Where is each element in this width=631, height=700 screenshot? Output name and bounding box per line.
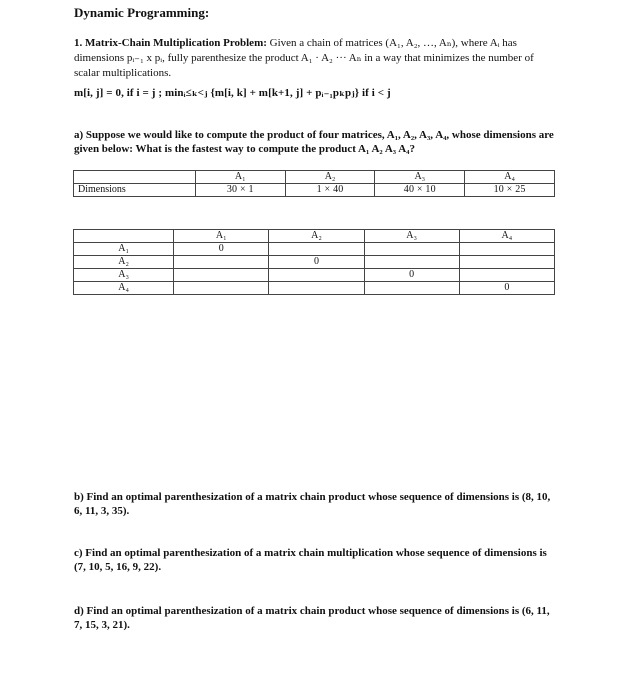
dims-corner-cell	[74, 171, 196, 184]
problem-statement	[74, 36, 560, 81]
dims-header-a4: A₄	[465, 171, 555, 184]
question-b: b) Find an optimal parenthesization of a matrix chain product whose sequence of dimensions is (8, 10, 6, 11, 3, 35).	[74, 491, 551, 517]
m-cell	[364, 282, 459, 295]
question-d: d) Find an optimal parenthesization of a matrix chain product whose sequence of dimensions is (6, 11, 7, 15, 3, 21).	[74, 605, 550, 631]
m-cell	[459, 269, 554, 282]
m-row-a2	[74, 256, 555, 269]
m-header-a3: A₃	[364, 230, 459, 243]
m-row-a4	[74, 282, 555, 295]
m-cell: 0	[269, 256, 364, 269]
m-cell	[174, 282, 269, 295]
m-cell: 0	[174, 243, 269, 256]
dims-header-row	[74, 171, 555, 184]
dims-value-a2: 1 × 40	[285, 184, 375, 197]
m-row-label: A₂	[74, 256, 174, 269]
m-row-label: A₁	[74, 243, 174, 256]
problem-lead: 1. Matrix-Chain Multiplication Problem:	[74, 37, 267, 49]
dims-value-a3: 40 × 10	[375, 184, 465, 197]
m-cell	[174, 269, 269, 282]
m-cell: 0	[364, 269, 459, 282]
m-header-row	[74, 230, 555, 243]
dims-value-a1: 30 × 1	[195, 184, 285, 197]
m-header-a4: A₄	[459, 230, 554, 243]
problem-text: Given a chain of matrices (A₁, A₂, …, Aₙ), where Aᵢ has dimensions pᵢ₋₁ x pᵢ, fully parenthesize the product A₁ · A₂ ··· Aₙ in a way that minimizes the number of scalar multiplications.	[74, 37, 534, 79]
m-cell	[269, 282, 364, 295]
dims-header-a3: A₃	[375, 171, 465, 184]
m-row-a1	[74, 243, 555, 256]
dims-header-a2: A₂	[285, 171, 375, 184]
m-header-a2: A₂	[269, 230, 364, 243]
m-table	[73, 229, 555, 295]
m-cell	[364, 256, 459, 269]
m-cell	[459, 243, 554, 256]
m-row-a3	[74, 269, 555, 282]
dims-value-row	[74, 184, 555, 197]
question-a: a) Suppose we would like to compute the product of four matrices, A₁, A₂, A₃, A₄, whose dimensions are given below: What is the fastest way to compute the product A₁ A₂ A₃ A₄?	[74, 129, 554, 155]
m-cell	[459, 256, 554, 269]
dims-value-a4: 10 × 25	[465, 184, 555, 197]
m-corner-cell	[74, 230, 174, 243]
dims-row-label: Dimensions	[74, 184, 196, 197]
m-cell: 0	[459, 282, 554, 295]
question-c: c) Find an optimal parenthesization of a matrix chain multiplication whose sequence of dimensions is (7, 10, 5, 16, 9, 22).	[74, 547, 547, 573]
m-cell	[364, 243, 459, 256]
m-cell	[269, 243, 364, 256]
dims-header-a1: A₁	[195, 171, 285, 184]
m-row-label: A₃	[74, 269, 174, 282]
dimensions-table	[73, 170, 555, 197]
m-row-label: A₄	[74, 282, 174, 295]
m-cell	[174, 256, 269, 269]
m-cell	[269, 269, 364, 282]
page-title: Dynamic Programming:	[74, 5, 210, 20]
recurrence-formula: m[i, j] = 0, if i = j ; minᵢ≤ₖ<ⱼ {m[i, k] + m[k+1, j] + pᵢ₋₁pₖpⱼ} if i < j	[74, 87, 391, 99]
m-header-a1: A₁	[174, 230, 269, 243]
